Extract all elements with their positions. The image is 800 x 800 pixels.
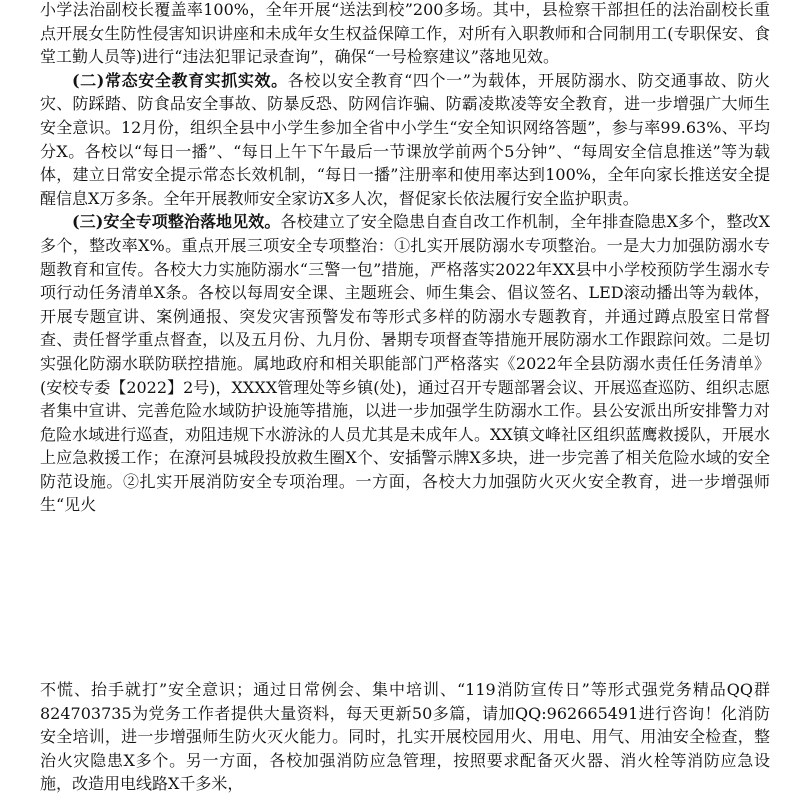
section-body-2: 各校以安全教育“四个一”为载体，开展防溺水、防交通事故、防火灾、防踩踏、防食品安全事故、防暴反恐、防网信诈骗、防霸凌欺凌等安全教育，进一步增强广大师生安全意识。12月份，组织全县中小学生参加全省中小学生“安全知识网络答题”，参与率99.63%、平均分X。各校以“每日一播”、“每日上午下午最后一节课放学前两个5分钟”、“每周安全信息推送”等为载体，建立日常安全提示常态长效机制，“每日一播”注册率和使用率达到100%，全年向家长推送安全提醒信息X万多条。全年开展教师安全家访X多人次，督促家长依法履行安全监护职责。 bbox=[40, 70, 770, 208]
paragraph-special-rectification bbox=[40, 210, 770, 517]
section-heading-2: (二)常态安全教育实抓实效。 bbox=[72, 70, 288, 90]
section-body-3: 各校建立了安全隐患自查自改工作机制，全年排查隐患X多个，整改X多个，整改率X%。重点开展三项安全专项整治：①扎实开展防溺水专项整治。一是大力加强防溺水专题教育和宣传。各校大力实施防溺水“三警一包”措施，严格落实2022年XX县中小学校预防学生溺水专项行动任务清单X条。各校以每周安全课、主题班会、师生集会、倡议签名、LED滚动播出等为载体，开展专题宣讲、案例通报、突发灾害预警发布等形式多样的防溺水专题教育，并通过蹲点股室日常督查、责任督学重点督查，以及五月份、九月份、暑期专项督查等措施开展防溺水工作跟踪问效。二是切实强化防溺水联防联控措施。属地政府和相关职能部门严格落实《2022年全县防溺水责任任务清单》(安校专委【2022】2号)，XXXX管理处等乡镇(处)，通过召开专题部署会议、开展巡查巡防、组织志愿者集中宣讲、完善危险水域防护设施等措施，以进一步加强学生防溺水工作。县公安派出所安排警力对危险水域进行巡查，劝阻违规下水游泳的人员尤其是未成年人。XX镇文峰社区组织蓝鹰救援队，开展水上应急救援工作；在潦河县城段投放救生圈X个、安插警示牌X多块，进一步完善了相关危险水域的安全防范设施。②扎实开展消防安全专项治理。一方面，各校大力加强防火灭火安全教育，进一步增强师生“见火 bbox=[40, 212, 770, 515]
paragraph-safety-education bbox=[40, 69, 770, 211]
document-page-bottom-block bbox=[40, 678, 770, 796]
section-heading-3: (三)安全专项整治落地见效。 bbox=[72, 212, 281, 232]
paragraph-fire-safety-continued: 不慌、抬手就打”安全意识；通过日常例会、集中培训、“119消防宣传日”等形式强党务精品QQ群824703735为党务工作者提供大量资料，每天更新50多篇，请加QQ:962665491进行咨询！化消防安全培训，进一步增强师生防火灭火能力。同时，扎实开展校园用火、用电、用气、用油安全检查，整治火灾隐患X多个。另一方面，各校加强消防应急管理，按照要求配备灭火器、消火栓等消防应急设施，改造用电线路X千多米， bbox=[40, 680, 770, 794]
paragraph-legal-vice-principal: 小学法治副校长覆盖率100%，全年开展“送法到校”200多场。其中，县检察干部担任的法治副校长重点开展女生防性侵害知识讲座和未成年女生权益保障工作，对所有入职教师和合同制用工(专职保安、食堂工勤人员等)进行“违法犯罪记录查询”，确保“一号检察建议”落地见效。 bbox=[40, 0, 770, 67]
document-page-top-block bbox=[40, 0, 770, 517]
